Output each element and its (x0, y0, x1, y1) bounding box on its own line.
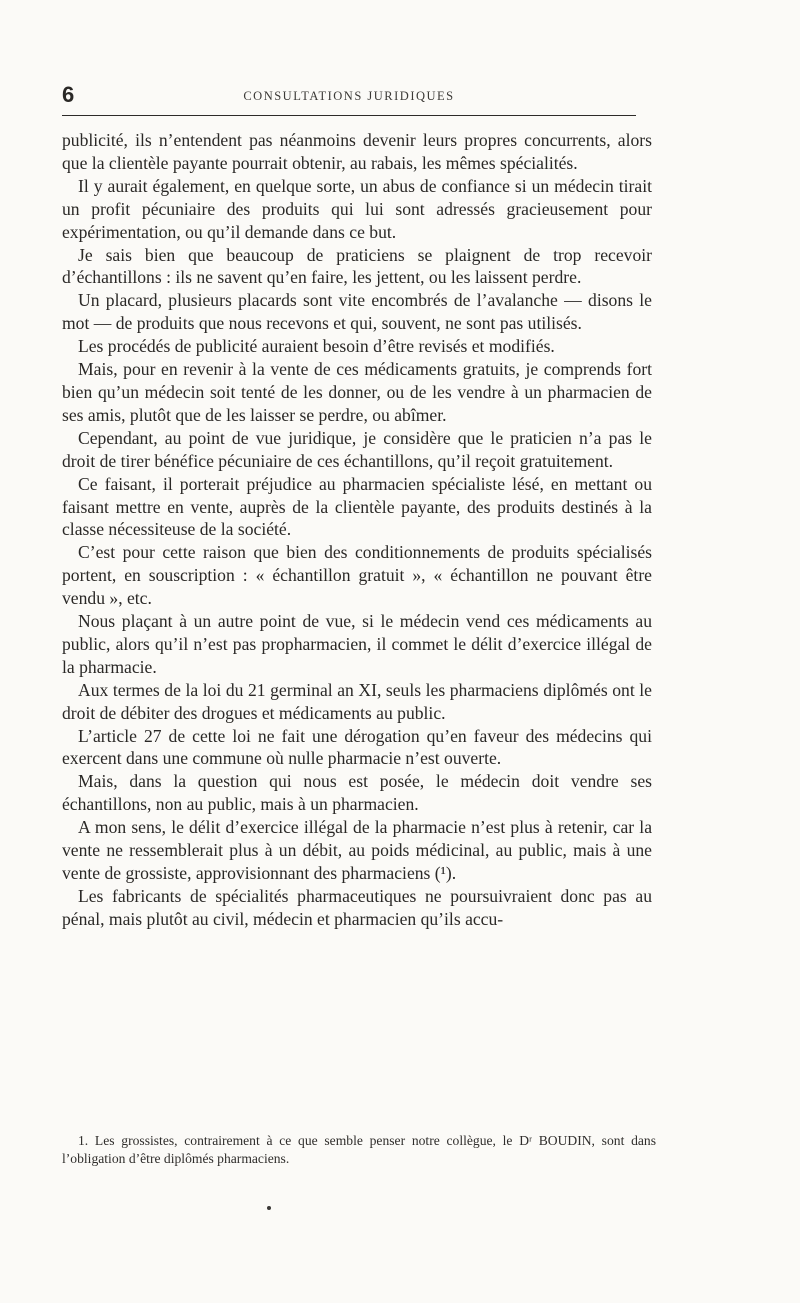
paragraph: A mon sens, le délit d’exercice illégal de la pharmacie n’est plus à retenir, car la vente ne ressemblerait plus à un débit, au poids médicinal, au public, mais à une vente de grossiste, approvisionnant des pharmaciens (¹). (62, 817, 652, 883)
header-rule (62, 115, 636, 116)
paragraph: L’article 27 de cette loi ne fait une dérogation qu’en faveur des médecins qui exercent dans une commune où nulle pharmacie n’est ouverte. (62, 725, 652, 769)
paragraph: Mais, pour en revenir à la vente de ces médicaments gratuits, je comprends fort bien qu’un médecin soit tenté de les donner, ou de les vendre à un pharmacien de ses amis, plutôt que de les laisser se perdre, ou abîmer. (62, 359, 652, 425)
body-text (62, 129, 652, 931)
paragraph: Nous plaçant à un autre point de vue, si le médecin vend ces médicaments au public, alors qu’il n’est pas propharmacien, il commet le délit d’exercice illégal de la pharmacie. (62, 611, 652, 677)
printer-mark (267, 1206, 271, 1210)
paragraph: Il y aurait également, en quelque sorte, un abus de confiance si un médecin tirait un profit pécuniaire des produits qui lui sont adressés gracieusement pour expérimentation, ou qu’il demande dans ce but. (62, 175, 652, 242)
paragraph: C’est pour cette raison que bien des conditionnements de produits spécialisés portent, en souscription : « échantillon gratuit », « échantillon ne pouvant être vendu », etc. (62, 542, 652, 609)
footnote-text: 1. Les grossistes, contrairement à ce que semble penser notre collègue, le Dʳ BOUDIN, sont dans l’obligation d’être diplômés pharmaciens. (62, 1133, 656, 1166)
paragraph: Aux termes de la loi du 21 germinal an XI, seuls les pharmaciens diplômés ont le droit de débiter des drogues et médicaments au public. (62, 679, 652, 723)
page-number: 6 (62, 82, 75, 107)
paragraph: Je sais bien que beaucoup de praticiens se plaignent de trop recevoir d’échantillons : ils ne savent qu’en faire, les jettent, ou les laissent perdre. (62, 244, 652, 288)
paragraph: Mais, dans la question qui nous est posée, le médecin doit vendre ses échantillons, non au public, mais à un pharmacien. (62, 771, 652, 815)
paragraph: Les procédés de publicité auraient besoin d’être revisés et modifiés. (78, 336, 555, 357)
paragraph: Un placard, plusieurs placards sont vite encombrés de l’avalanche — disons le mot — de produits que nous recevons et qui, souvent, ne sont pas utilisés. (62, 290, 652, 334)
paragraph: Cependant, au point de vue juridique, je considère que le praticien n’a pas le droit de tirer bénéfice pécuniaire de ces échantillons, qu’il reçoit gratuitement. (62, 427, 652, 471)
paragraph: publicité, ils n’entendent pas néanmoins devenir leurs propres concurrents, alors que la clientèle payante pourrait obtenir, au rabais, les mêmes spécialités. (62, 130, 652, 173)
running-title: CONSULTATIONS JURIDIQUES (243, 89, 455, 103)
page-header (62, 82, 636, 110)
paragraph: Les fabricants de spécialités pharmaceutiques ne poursuivraient donc pas au pénal, mais plutôt au civil, médecin et pharmacien qu’ils accu- (62, 885, 652, 929)
footnote (62, 1132, 656, 1168)
paragraph: Ce faisant, il porterait préjudice au pharmacien spécialiste lésé, en mettant ou faisant mettre en vente, auprès de la clientèle payante, des produits destinés à la classe nécessiteuse de la société. (62, 473, 652, 540)
